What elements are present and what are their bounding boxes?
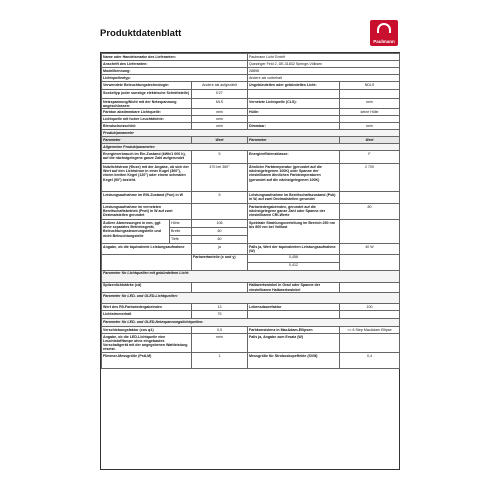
parameter-value bbox=[340, 311, 400, 319]
parameter-value: keine Hülle bbox=[340, 109, 400, 116]
parameter-label: Flimmer-Messgröße (PstLM) bbox=[102, 353, 192, 369]
parameter-value bbox=[192, 282, 248, 292]
field-value: 28898 bbox=[248, 68, 400, 75]
table-row bbox=[102, 327, 400, 334]
parameter-label: Lichtstromerhalt bbox=[102, 311, 192, 319]
table-row bbox=[102, 164, 400, 192]
parameter-value bbox=[340, 220, 400, 244]
dimension-value: 108 bbox=[192, 220, 248, 228]
parameter-label: Falls ja, Wert der äquivalenten Leistungsaufnahme (W) bbox=[248, 244, 340, 254]
dimension-label: Höhe bbox=[170, 220, 192, 228]
field-label: Lichtquellentyp: bbox=[102, 75, 248, 82]
parameter-label: Leistungsaufnahme im vernetzten Bereitschaftsbetrieb (Pnet) in W auf zwei Dezimalstellen gerundet bbox=[102, 204, 192, 220]
parameter-label: Nutzlichtstrom (Φuse) mit der Angabe, ob sich der Wert auf den Lichtstrom in einer Kugel (360°), einem breiten Kegel (120°) oder einem schmalen Kegel (90°) bezieht. bbox=[102, 164, 192, 192]
parameter-label: Farbwertanteile (x und y) bbox=[192, 254, 248, 270]
parameter-label: Dimmbar: bbox=[248, 123, 340, 130]
parameter-label: Halbwertswinkel in Grad oder Spanne der einstellbaren Halbwertswinkel bbox=[248, 282, 340, 292]
table-row bbox=[102, 75, 400, 82]
parameter-value: F bbox=[340, 151, 400, 164]
parameter-value: NDLS bbox=[340, 82, 400, 90]
parameter-label: Spitzenlichtstärke (cd) bbox=[102, 282, 192, 292]
section-label: Parameter für LED- und OLED-Netzspannungslichtquellen: bbox=[102, 319, 400, 327]
logo-arch-icon bbox=[377, 23, 391, 33]
dimension-label: Tiefe bbox=[170, 236, 192, 244]
parameter-label: Ungebündeltes oder gebündeltes Licht: bbox=[248, 82, 340, 90]
table-row bbox=[102, 68, 400, 75]
parameter-value: nein bbox=[192, 334, 248, 353]
parameter-label: Netzspannung/Nicht mit der Netzspannung angeschlossen: bbox=[102, 99, 192, 109]
parameter-value: Andere als aufgezählt bbox=[192, 82, 248, 90]
parameter-value: nein bbox=[340, 99, 400, 109]
chromaticity-value: 0,412 bbox=[248, 262, 340, 270]
parameter-value: MLS bbox=[192, 99, 248, 109]
table-row bbox=[102, 82, 400, 90]
parameter-value: 0,5 bbox=[192, 327, 248, 334]
parameter-value bbox=[340, 90, 400, 99]
table-row bbox=[102, 123, 400, 130]
parameter-value: 13 bbox=[192, 304, 248, 311]
section-heading bbox=[102, 144, 400, 151]
table-row bbox=[102, 334, 400, 353]
page-title: Produktdatenblatt bbox=[100, 28, 182, 39]
parameter-label: Hülle: bbox=[248, 109, 340, 116]
section-label: Parameter für LED- und OLED-Lichtquellen: bbox=[102, 293, 400, 304]
section-heading bbox=[102, 130, 400, 137]
field-label: Name oder Handelsmarke des Lieferanten: bbox=[102, 54, 248, 61]
table-row bbox=[102, 90, 400, 99]
parameter-value: 80 bbox=[340, 204, 400, 220]
parameter-label: Parameter bbox=[102, 137, 192, 144]
parameter-value: 0,4 bbox=[340, 353, 400, 369]
parameter-value: Wert bbox=[192, 137, 248, 144]
parameter-label: Farbwiedergabeindex, gerundet auf die nächstgelegene ganze Zahl oder Spanne der einstellbaren CRI-Werte bbox=[248, 204, 340, 220]
parameter-label: Sockeltyp (oder sonstige elektrische Schnittstelle) bbox=[102, 90, 192, 99]
section-heading bbox=[102, 293, 400, 304]
field-value: Quezinger Feld 2, DE-31832 Springe-Völksen bbox=[248, 61, 400, 68]
brand-logo bbox=[370, 20, 398, 46]
logo-text: Paulmann bbox=[373, 39, 395, 44]
parameter-label: Farbkonsistenz in MacAdam-Ellipsen bbox=[248, 327, 340, 334]
parameter-value: 1 bbox=[192, 353, 248, 369]
parameter-label: Ähnliche Farbtemperatur (gerundet auf die nächstgelegenen 100K) oder Spanne der einstellbaren ähnlichen Farbtemperaturen (gerundet auf die nächstgelegenen 100K) bbox=[248, 164, 340, 192]
table-row bbox=[102, 137, 400, 144]
table-row bbox=[102, 192, 400, 204]
parameter-label: Parameter bbox=[248, 137, 340, 144]
table-row bbox=[102, 353, 400, 369]
parameter-value bbox=[340, 116, 400, 123]
parameter-label: Spektrale Strahlungsverteilung im Bereich 250 nm bis 800 nm bei Volllast bbox=[248, 220, 340, 244]
table-row bbox=[102, 254, 400, 262]
table-row bbox=[102, 116, 400, 123]
parameter-value bbox=[340, 334, 400, 353]
parameter-value: E27 bbox=[192, 90, 248, 99]
parameter-value: <= 6 Step MacAdam Ellipse bbox=[340, 327, 400, 334]
table-row bbox=[102, 311, 400, 319]
parameter-value: 470 bei 360° bbox=[192, 164, 248, 192]
empty-cell bbox=[340, 254, 400, 270]
parameter-value: nein bbox=[192, 109, 248, 116]
section-label: Produktparameter bbox=[102, 130, 400, 137]
parameter-label bbox=[248, 90, 340, 99]
parameter-label: Lebensdauerfaktor bbox=[248, 304, 340, 311]
parameter-value: nein bbox=[192, 116, 248, 123]
chromaticity-value: 0,456 bbox=[248, 254, 340, 262]
parameter-value: 40 W bbox=[340, 244, 400, 254]
field-value: Paulmann Licht GmbH bbox=[248, 54, 400, 61]
parameter-value: 5 bbox=[192, 151, 248, 164]
parameter-label: Leistungsaufnahme im Bereitschaftszustand (Psb) in W, auf zwei Dezimalstellen gerundet bbox=[248, 192, 340, 204]
parameter-label bbox=[102, 254, 192, 270]
dimension-value: 60 bbox=[192, 228, 248, 236]
dimension-label: Breite bbox=[170, 228, 192, 236]
parameter-label: Verschiebungsfaktor (cos φ1) bbox=[102, 327, 192, 334]
table-row bbox=[102, 109, 400, 116]
parameter-value bbox=[340, 282, 400, 292]
parameter-value: ja bbox=[192, 244, 248, 254]
parameter-label: Energieeffizienzklasse: bbox=[248, 151, 340, 164]
field-label: Modellkennung: bbox=[102, 68, 248, 75]
parameter-label: Verwendete Beleuchtungstechnologie: bbox=[102, 82, 192, 90]
parameter-value: nein bbox=[192, 123, 248, 130]
table-row bbox=[102, 99, 400, 109]
dimension-value: 60 bbox=[192, 236, 248, 244]
parameter-label bbox=[248, 311, 340, 319]
section-label: Allgemeine Produktparameter: bbox=[102, 144, 400, 151]
parameter-value: Wert bbox=[340, 137, 400, 144]
section-label: Parameter für Lichtquellen mit gebündeltem Licht: bbox=[102, 270, 400, 282]
parameter-label: Lichtquelle mit hoher Leuchtdichte: bbox=[102, 116, 192, 123]
parameter-label: Äußere Abmessungen in mm, ggf. ohne separates Betriebsgerät, Beleuchtungssteuerungsteile und nicht Beleuchtungsteile bbox=[102, 220, 170, 244]
table-row bbox=[102, 61, 400, 68]
parameter-value: 75 bbox=[192, 311, 248, 319]
section-heading bbox=[102, 319, 400, 327]
parameter-label: Vernetzte Lichtquelle (CLS): bbox=[248, 99, 340, 109]
parameter-label: Blendschutzschild: bbox=[102, 123, 192, 130]
parameter-value bbox=[192, 204, 248, 220]
parameter-label: Energieverbrauch im Ein-Zustand (kWh/1 000 h), auf die nächstgelegene ganze Zahl aufgerundet bbox=[102, 151, 192, 164]
parameter-label: Angabe, ob die LED-Lichtquelle eine Leuchtstofflampe ohne eingebautes Vorschaltgerät mit der angegebenen Wattleistung ersetzt. bbox=[102, 334, 192, 353]
parameter-label: Farbton abstimmbare Lichtquelle: bbox=[102, 109, 192, 116]
parameter-value: 5 bbox=[192, 192, 248, 204]
parameter-label: Leistungsaufnahme im EIN-Zustand (Pon) in W bbox=[102, 192, 192, 204]
parameter-value: 2 700 bbox=[340, 164, 400, 192]
table-row bbox=[102, 304, 400, 311]
table-row bbox=[102, 220, 400, 228]
parameter-label bbox=[248, 116, 340, 123]
table-row bbox=[102, 204, 400, 220]
table-row bbox=[102, 54, 400, 61]
table-row bbox=[102, 282, 400, 292]
parameter-value: nein bbox=[340, 123, 400, 130]
parameter-label: Wert des R9-Farbwiedergabeindex bbox=[102, 304, 192, 311]
parameter-value: 100 bbox=[340, 304, 400, 311]
section-heading bbox=[102, 270, 400, 282]
data-table bbox=[101, 53, 400, 369]
parameter-label: Messgröße für Stroboskopeffekte (SVM) bbox=[248, 353, 340, 369]
field-value: Andere als vorbehalt bbox=[248, 75, 400, 82]
parameter-value bbox=[340, 192, 400, 204]
table-row bbox=[102, 244, 400, 254]
parameter-label: Angabe, ob die äquivalente Leistungsaufnahme bbox=[102, 244, 192, 254]
parameter-label: Falls ja, Angabe zum Ersatz (W) bbox=[248, 334, 340, 353]
field-label: Anschrift des Lieferanten: bbox=[102, 61, 248, 68]
table-row bbox=[102, 151, 400, 164]
